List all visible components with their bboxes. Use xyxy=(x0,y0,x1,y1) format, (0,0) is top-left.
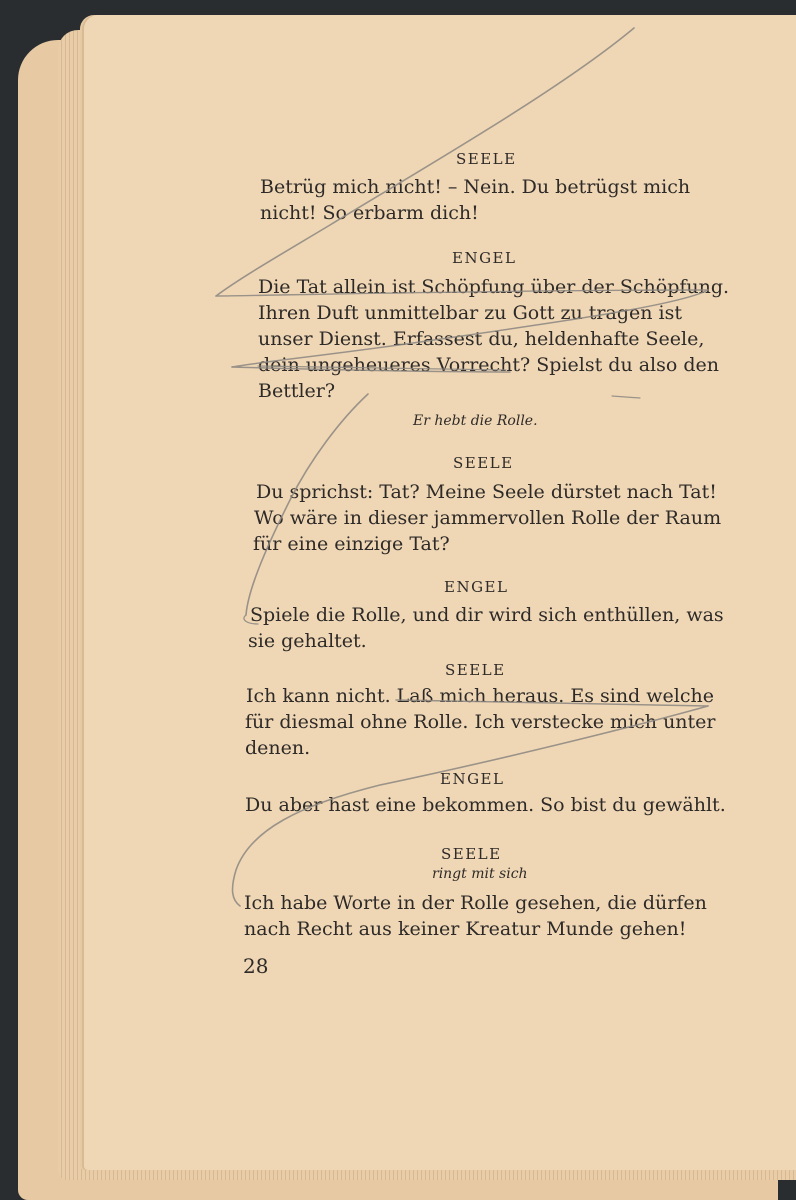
speaker-label: SEELE xyxy=(441,845,502,863)
speaker-label: ENGEL xyxy=(452,249,517,267)
dialogue-line: unser Dienst. Erfassest du, heldenhafte Seele, xyxy=(258,328,705,350)
dialogue-line: sie gehaltet. xyxy=(248,630,367,652)
dialogue-line: für eine einzige Tat? xyxy=(253,533,450,555)
dialogue-line: Spiele die Rolle, und dir wird sich enthüllen, was xyxy=(250,604,724,626)
dialogue-line: dein ungeheueres Vorrecht? Spielst du also den xyxy=(258,354,720,376)
speaker-label: SEELE xyxy=(445,661,506,679)
speaker-label: SEELE xyxy=(456,150,517,168)
dialogue-line: Ich habe Worte in der Rolle gesehen, die dürfen xyxy=(244,892,707,914)
dialogue-line: Du sprichst: Tat? Meine Seele dürstet nach Tat! xyxy=(256,481,717,503)
dialogue-line: Bettler? xyxy=(258,380,336,402)
speaker-label: SEELE xyxy=(453,454,514,472)
dialogue-line: für diesmal ohne Rolle. Ich verstecke mich unter xyxy=(245,711,716,733)
page-number: 28 xyxy=(243,954,269,978)
dialogue-line: Die Tat allein ist Schöpfung über der Schöpfung. xyxy=(258,276,730,298)
dialogue-line: nicht! So erbarm dich! xyxy=(260,202,479,224)
dialogue-line: Du aber hast eine bekommen. So bist du gewählt. xyxy=(245,794,726,816)
dialogue-line: denen. xyxy=(245,737,311,759)
dialogue-line: Ich kann nicht. Laß mich heraus. Es sind welche xyxy=(246,685,714,707)
speaker-label: ENGEL xyxy=(440,770,505,788)
dialogue-line: Betrüg mich nicht! – Nein. Du betrügst mich xyxy=(260,176,691,198)
stage-direction: Er hebt die Rolle. xyxy=(413,413,538,429)
stage-direction: ringt mit sich xyxy=(432,866,528,882)
speaker-label: ENGEL xyxy=(444,578,509,596)
dialogue-line: nach Recht aus keiner Kreatur Munde gehen! xyxy=(244,918,687,940)
dialogue-line: Wo wäre in dieser jammervollen Rolle der Raum xyxy=(254,507,722,529)
dialogue-line: Ihren Duft unmittelbar zu Gott zu tragen ist xyxy=(258,302,682,324)
